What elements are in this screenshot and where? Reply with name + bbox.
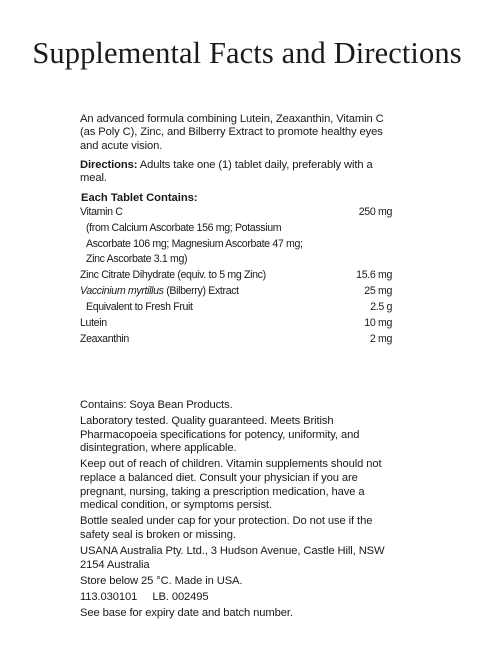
ingredient-row bbox=[80, 317, 392, 330]
ingredient-name: Zeaxanthin bbox=[80, 333, 129, 345]
ingredient-amount: 15.6 mg bbox=[356, 269, 392, 281]
company-address: USANA Australia Pty. Ltd., 3 Hudson Avenue, Castle Hill, NSW 2154 Australia bbox=[80, 544, 385, 571]
directions-paragraph bbox=[80, 159, 396, 186]
allergen-note: Contains: Soya Bean Products. bbox=[80, 399, 233, 411]
ingredient-amount: 2.5 g bbox=[370, 301, 392, 313]
ingredient-name-italic: Vaccinium myrtillus bbox=[80, 285, 164, 297]
directions-text: Adults take one (1) tablet daily, preferably with a meal. bbox=[80, 159, 373, 185]
ingredient-name-rest: (Bilberry) Extract bbox=[163, 285, 239, 297]
ingredient-name bbox=[80, 285, 239, 297]
ingredient-amount: 250 mg bbox=[358, 206, 392, 218]
ingredient-row bbox=[86, 253, 392, 266]
ingredient-name: Vitamin C bbox=[80, 206, 123, 218]
ingredient-amount: 25 mg bbox=[364, 285, 392, 297]
label-notes bbox=[80, 399, 396, 623]
expiry-note: See base for expiry date and batch number. bbox=[80, 606, 293, 619]
ingredient-row bbox=[80, 333, 392, 346]
ingredient-row bbox=[86, 238, 392, 251]
ingredient-row bbox=[86, 301, 392, 314]
warning-note: Keep out of reach of children. Vitamin supplements should not replace a balanced diet. Consult your physician if you are pregnant, nursing, taking a prescription medication, have a medical condition, or symptoms persist. bbox=[80, 458, 382, 512]
quality-note: Laboratory tested. Quality guaranteed. Meets British Pharmacopoeia specifications for potency, uniformity, and disintegration, where applicable. bbox=[80, 415, 360, 455]
ingredient-name: Equivalent to Fresh Fruit bbox=[86, 301, 193, 313]
ingredient-name: Zinc Citrate Dihydrate (equiv. to 5 mg Zinc) bbox=[80, 269, 266, 281]
product-codes: 113.030101 LB. 002495 bbox=[80, 590, 209, 603]
ingredient-name: Ascorbate 106 mg; Magnesium Ascorbate 47 mg; bbox=[86, 238, 303, 250]
directions-label: Directions: bbox=[80, 159, 138, 171]
ingredient-amount: 10 mg bbox=[364, 317, 392, 329]
intro-paragraph: An advanced formula combining Lutein, Zeaxanthin, Vitamin C (as Poly C), Zinc, and Bilberry Extract to promote healthy eyes and acute vision. bbox=[80, 113, 384, 152]
ingredient-row bbox=[86, 222, 392, 235]
ingredient-name: Zinc Ascorbate 3.1 mg) bbox=[86, 253, 188, 265]
ingredient-row bbox=[80, 206, 392, 219]
ingredient-row bbox=[80, 269, 392, 282]
seal-note: Bottle sealed under cap for your protection. Do not use if the safety seal is broken or missing. bbox=[80, 515, 373, 541]
contains-heading: Each Tablet Contains: bbox=[81, 192, 198, 204]
storage-note: Store below 25 °C. Made in USA. bbox=[80, 574, 243, 587]
page-title: Supplemental Facts and Directions bbox=[32, 36, 462, 70]
ingredient-name: Lutein bbox=[80, 317, 107, 329]
ingredient-row bbox=[80, 285, 392, 298]
ingredient-name: (from Calcium Ascorbate 156 mg; Potassium bbox=[86, 222, 282, 234]
ingredient-amount: 2 mg bbox=[369, 333, 392, 345]
